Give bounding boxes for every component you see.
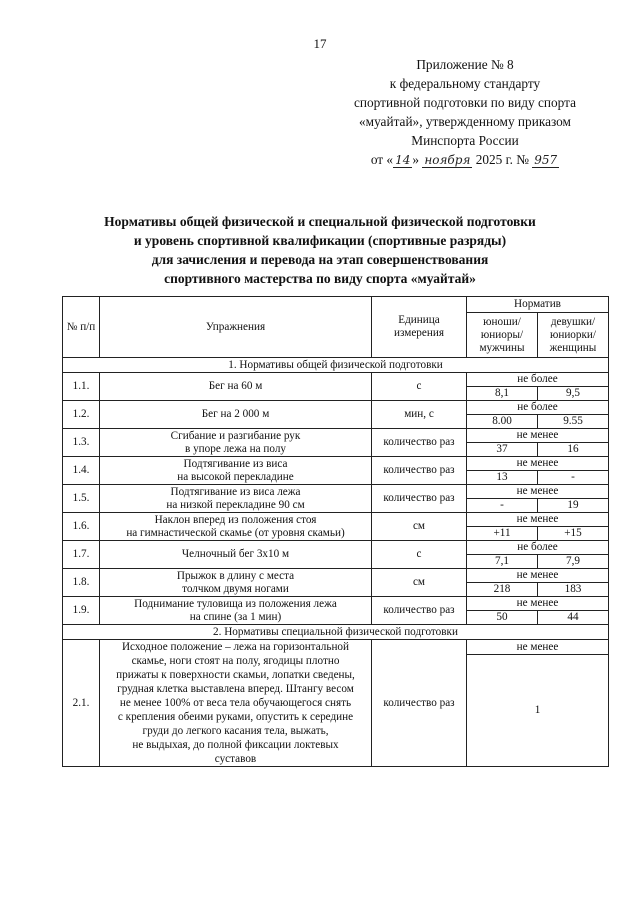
female-value: 9,5 [538,387,609,401]
description-line: с крепления обеими руками, опустить к середине [117,711,354,723]
exercise-name: Бег на 60 м [100,373,372,401]
unit-cell: с [372,373,467,401]
female-value: 9.55 [538,415,609,429]
norm-condition: не менее [467,485,609,499]
unit-cell: мин, с [372,401,467,429]
male-value: 218 [467,583,538,597]
norm-condition: не менее [467,457,609,471]
male-value: 8,1 [467,387,538,401]
description-line: Исходное положение – лежа на горизонтальной [121,641,350,653]
female-value: +15 [538,527,609,541]
appendix-line: Приложение № 8 [416,57,514,72]
male-value: +11 [467,527,538,541]
male-value: 7,1 [467,555,538,569]
unit-cell: количество раз [372,457,467,485]
handwritten-order-number: 957 [534,153,558,167]
exercise-name: Подтягивание из виса лежа на низкой перекладине 90 см [100,485,372,513]
male-value: 50 [467,611,538,625]
male-value: 13 [467,471,538,485]
norm-condition: не менее [467,429,609,443]
exercise-name: Сгибание и разгибание рук в упоре лежа на полу [100,429,372,457]
unit-cell: количество раз [372,429,467,457]
appendix-line: спортивной подготовки по виду спорта [354,95,576,110]
norm-condition: не менее [467,513,609,527]
row-number: 1.9. [63,597,100,625]
description-line: не менее 100% от веса тела обучающегося снять [119,697,352,709]
row-number: 2.1. [63,640,100,767]
handwritten-day: 14 [395,153,411,167]
description-line: скамье, ноги стоят на полу, ягодицы плотно [131,655,340,667]
norm-condition: не более [467,373,609,387]
row-number: 1.1. [63,373,100,401]
female-value: 16 [538,443,609,457]
male-value: - [467,499,538,513]
female-value: - [538,471,609,485]
section-header: 1. Нормативы общей физической подготовки [63,358,609,373]
norms-table [62,296,609,767]
unit-cell: см [372,569,467,597]
order-date-line: от « 14 » ноября 2025 г. № 957 [370,152,558,167]
exercise-name: Наклон вперед из положения стоя на гимнастической скамье (от уровня скамьи) [100,513,372,541]
male-value: 37 [467,443,538,457]
header-exercise: Упражнения [100,297,372,358]
description-line: груди до легкого касания тела, выжать, [142,725,329,737]
header-num: № п/п [63,297,100,358]
row-number: 1.4. [63,457,100,485]
appendix-line: «муайтай», утвержденному приказом [359,114,571,129]
handwritten-month: ноября [424,153,471,167]
header-male: юноши/ юниоры/ мужчины [467,313,538,358]
row-number: 1.7. [63,541,100,569]
unit-cell: с [372,541,467,569]
row-number: 1.5. [63,485,100,513]
norm-condition: не более [467,401,609,415]
norm-condition: не менее [467,569,609,583]
row-number: 1.2. [63,401,100,429]
row-number: 1.6. [63,513,100,541]
header-unit: Единица измерения [372,297,467,358]
description-line: не выдыхая, до полной фиксации локтевых [132,739,339,751]
female-value: 7,9 [538,555,609,569]
norm-value: 1 [467,655,609,767]
appendix-line: Минспорта России [411,133,519,148]
document-title: Нормативы общей физической и специальной физической подготовки и уровень спортивной квалификации (спортивные разряды) для зачисления и перевода на этап совершенствования спортивного мастерства по виду спорта «муайтай» [104,214,536,286]
exercise-name: Поднимание туловища из положения лежа на спине (за 1 мин) [100,597,372,625]
unit-cell: см [372,513,467,541]
male-value: 8.00 [467,415,538,429]
appendix-block [330,55,600,170]
exercise-name: Подтягивание из виса на высокой перекладине [100,457,372,485]
norm-condition: не менее [467,640,609,655]
exercise-name: Прыжок в длину с места толчком двумя ногами [100,569,372,597]
female-value: 44 [538,611,609,625]
exercise-name: Бег на 2 000 м [100,401,372,429]
row-number: 1.3. [63,429,100,457]
norm-condition: не более [467,541,609,555]
row-number: 1.8. [63,569,100,597]
page-number: 17 [313,36,327,51]
exercise-name: Челночный бег 3х10 м [100,541,372,569]
header-norm: Норматив [467,297,609,313]
section-header: 2. Нормативы специальной физической подготовки [63,625,609,640]
female-value: 183 [538,583,609,597]
female-value: 19 [538,499,609,513]
exercise-description [100,640,372,767]
norm-condition: не менее [467,597,609,611]
description-line: суставов [214,753,257,765]
header-female: девушки/ юниорки/ женщины [538,313,609,358]
description-line: прижаты к поверхности скамьи, лопатки сведены, [116,669,355,681]
description-line: грудная клетка выставлена вперед. Штангу весом [117,683,354,695]
unit-cell: количество раз [372,485,467,513]
unit-cell: количество раз [372,597,467,625]
unit-cell: количество раз [372,640,467,767]
appendix-line: к федеральному стандарту [389,76,541,91]
